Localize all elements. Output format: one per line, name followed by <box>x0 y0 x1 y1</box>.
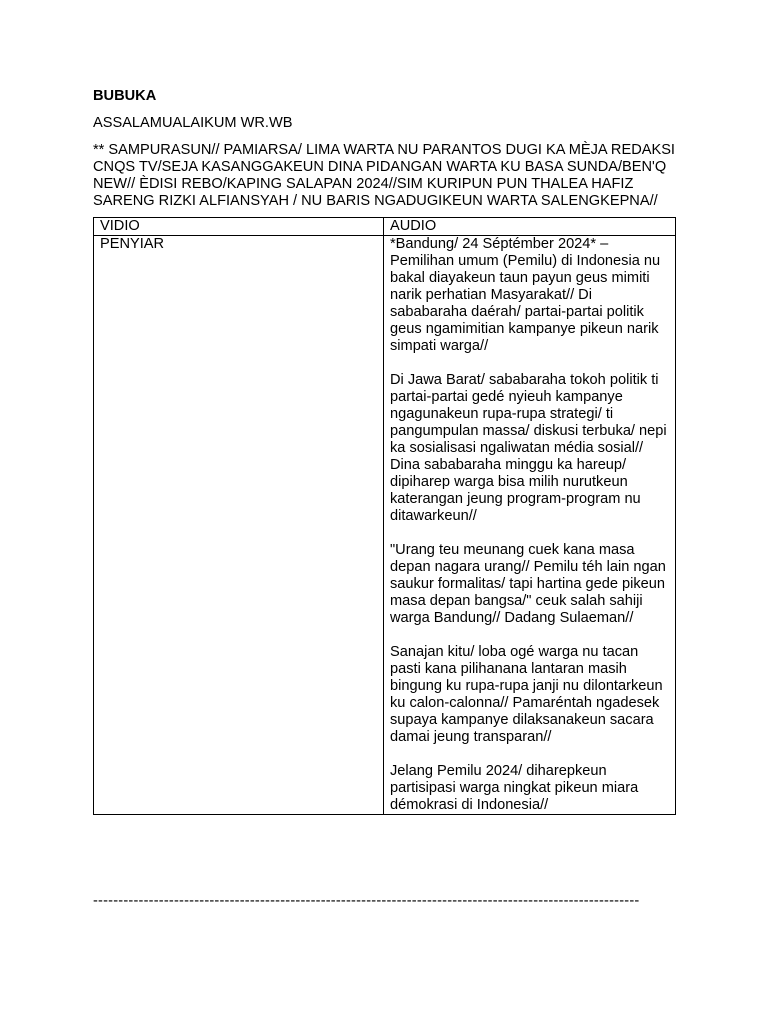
greeting-line: ASSALAMUALAIKUM WR.WB <box>93 115 293 131</box>
audio-paragraph: Sanajan kitu/ loba ogé warga nu tacan pasti kana pilihanana lantaran masih bingung ku rupa-rupa janji nu dilontarkeun ku calon-calonna// Pamaréntah ngadesek supaya kampanye dilaksanakeun sacara damai jeung transparan// <box>390 644 663 745</box>
header-audio: AUDIO <box>384 218 676 236</box>
audio-cell <box>384 236 676 815</box>
intro-paragraph: ** SAMPURASUN// PAMIARSA/ LIMA WARTA NU PARANTOS DUGI KA MÈJA REDAKSI CNQS TV/SEJA KASANGGAKEUN DINA PIDANGAN WARTA KU BASA SUNDA/BEN'Q NEW// ÈDISI REBO/KAPING SALAPAN 2024//SIM KURIPUN PUN THALEA HAFIZ SARENG RIZKI ALFIANSYAH / NU BARIS NGADUGIKEUN WARTA SALENGKEPNA// <box>93 142 675 209</box>
video-cell: PENYIAR <box>94 236 384 815</box>
audio-paragraph: "Urang teu meunang cuek kana masa depan nagara urang// Pemilu téh lain ngan saukur formalitas/ tapi hartina gede pikeun masa depan bangsa/" ceuk salah sahiji warga Bandung// Dadang Sulaeman// <box>390 542 666 626</box>
audio-paragraph: Jelang Pemilu 2024/ diharepkeun partisipasi warga ningkat pikeun miara démokrasi di Indonesia// <box>390 763 639 813</box>
audio-paragraph: *Bandung/ 24 Séptémber 2024* – Pemilihan umum (Pemilu) di Indonesia nu bakal diayakeun taun payun geus mimiti narik perhatian Masyarakat// Di sababaraha daérah/ partai-partai politik geus ngamimitian kampanye pikeun narik simpati warga// <box>390 236 661 354</box>
document-page <box>93 88 675 815</box>
audio-paragraph: Di Jawa Barat/ sababaraha tokoh politik ti partai-partai gedé nyieuh kampanye ngagunakeun rupa-rupa strategi/ ti pangumpulan massa/ diskusi terbuka/ nepi ka sosialisasi ngaliwatan média sosial// Dina sababaraha minggu ka hareup/ dipiharep warga bisa milih nurutkeun katerangan jeung program-program nu ditawarkeun// <box>390 372 667 524</box>
table-header-row <box>94 218 676 236</box>
table-row <box>94 236 676 815</box>
divider-line: ------------------------------------------------------------------------------------------------------------ <box>93 893 640 909</box>
document-heading: BUBUKA <box>93 88 157 104</box>
script-table <box>93 217 676 815</box>
header-video: VIDIO <box>94 218 384 236</box>
